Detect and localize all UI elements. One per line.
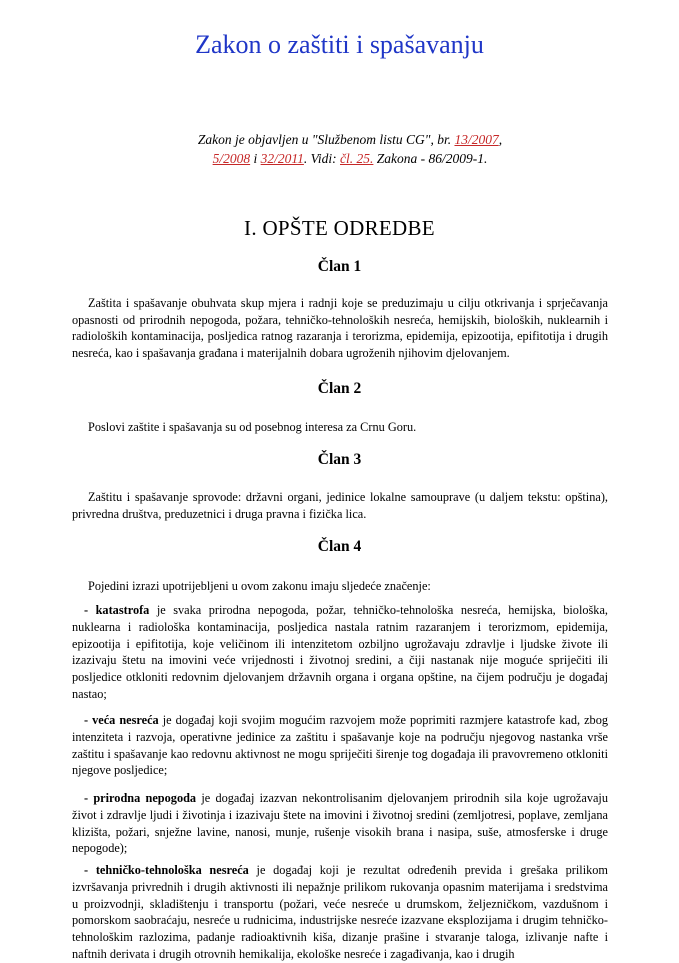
gazette-link-5-2008[interactable]: 5/2008 — [212, 151, 251, 166]
article-2-text: Poslovi zaštite i spašavanja su od posebnog interesa za Crnu Goru. — [88, 420, 417, 434]
definition-term: prirodna nepogoda — [93, 791, 197, 805]
publication-suffix: Zakona - 86/2009-1. — [373, 151, 488, 166]
publication-prefix: Zakon je objavljen u "Službenom listu CG", br. — [197, 132, 455, 147]
publication-note — [110, 130, 590, 168]
document-title: Zakon o zaštiti i spašavanju — [195, 30, 484, 59]
article-3-heading: Član 3 — [317, 451, 362, 468]
definition-term: katastrofa — [95, 603, 150, 617]
definition-text: je događaj izazvan nekontrolisanim djelovanjem prirodnih sila koje ugrožavaju život i zdravlje ljudi i životinja i izazivaju štete na imovini i životnoj sredini (zemljotresi, poplave, zemljana klizišta, požari, snježne lavine, nanosi, munje, rušenje visokih brana i nasipa, suše, atmosferske i druge nepogode); — [72, 791, 608, 856]
definition-text: je svaka prirodna nepogoda, požar, tehničko-tehnološka nesreća, hemijska, biološka, nuklearna i radiološka kontaminacija, posljedica nastala ratnim razaranjem i terorizmom, epidemija, epizootija i epifitotija, koje veličinom ili intenzitetom ozbiljno ugrožavaju zdravlje i ljudske živote ili izazivaju štetu na imovini veće vrijednosti i životnoj sredini, a čiji nastanak nije moguće spriječiti ili posljedice otkloniti redovnim djelovanjem državnih organa i organa opštine, na čijem području je događaj nastao; — [72, 603, 608, 701]
article-2-heading: Član 2 — [317, 380, 362, 397]
definition-text: je događaj koji svojim mogućim razvojem može poprimiti razmjere katastrofe kad, zbog intenziteta i razvoja, operativne jedinice za zaštitu i spašavanje koje na području njegovog nastanka vrše zaštitu i spašavanje kao redovnu aktivnost ne mogu spriječiti širenje tog događaja ili pravovremeno otkloniti njegove posljedice; — [72, 713, 609, 778]
list-dash: - — [84, 713, 93, 727]
list-dash: - — [84, 791, 94, 805]
definition-term: veća nesreća — [92, 713, 159, 727]
definition-item — [72, 712, 608, 779]
section-heading: I. OPŠTE ODREDBE — [244, 216, 435, 240]
article-3-text: Zaštitu i spašavanje sprovode: državni organi, jedinice lokalne samouprave (u daljem tekstu: opština), privredna društva, preduzetnici i druga pravna i fizička lica. — [72, 490, 608, 521]
list-dash: - — [84, 863, 96, 877]
publication-mid: i — [250, 151, 261, 166]
definition-text: je događaj koji je rezultat određenih previda i grešaka prilikom izvršavanja privrednih i drugih aktivnosti ili nepažnje prilikom rukovanja opasnim materijama i sredstvima u proizvodnji, skladištenju i transportu (požari, veće nesreće u drumskom, željezničkom, vazdušnom i pomorskom saobraćaju, nesreće u rudnicima, industrijske nesreće izazvane eksplozijama i drugim tehničko-tehnološkim razlozima, padanje radioaktivnih kiša, dizanje prašine i stvaranje taloga, izlivanje nafte i naftnih derivata i drugih otrovnih hemikalija, ekološke nesreće i zagađivanja, kao i drugih — [72, 863, 608, 961]
definition-item — [72, 602, 608, 703]
article-1-text: Zaštita i spašavanje obuhvata skup mjera i radnji koje se preduzimaju u cilju otkrivanja i sprječavanja opasnosti od prirodnih nepogoda, požara, tehničko-tehnoloških nesreća, hemijskih, bioloških, nuklearnih i radioloških kontaminacija, posljedica ratnog razaranja i terorizma, epidemija, epizootija, epifitotija i drugih nesreća, kao i spašavanja građana i materijalnih dobara ugroženih njihovim djelovanjem. — [72, 296, 608, 360]
definition-term: tehničko-tehnološka nesreća — [95, 863, 249, 877]
article-1-heading: Član 1 — [317, 258, 362, 275]
article-4-heading: Član 4 — [317, 538, 362, 555]
gazette-link-32-2011[interactable]: 32/2011 — [260, 151, 304, 166]
definition-item — [72, 862, 608, 963]
publication-mid2: . Vidi: — [303, 151, 341, 166]
publication-sep: , — [498, 132, 503, 147]
article-4-text: Pojedini izrazi upotrijebljeni u ovom zakonu imaju sljedeće značenje: — [88, 579, 431, 593]
article-25-link[interactable]: čl. 25. — [340, 151, 374, 166]
list-dash: - — [84, 603, 96, 617]
definition-item — [72, 790, 608, 857]
gazette-link-13-2007[interactable]: 13/2007 — [454, 132, 499, 147]
